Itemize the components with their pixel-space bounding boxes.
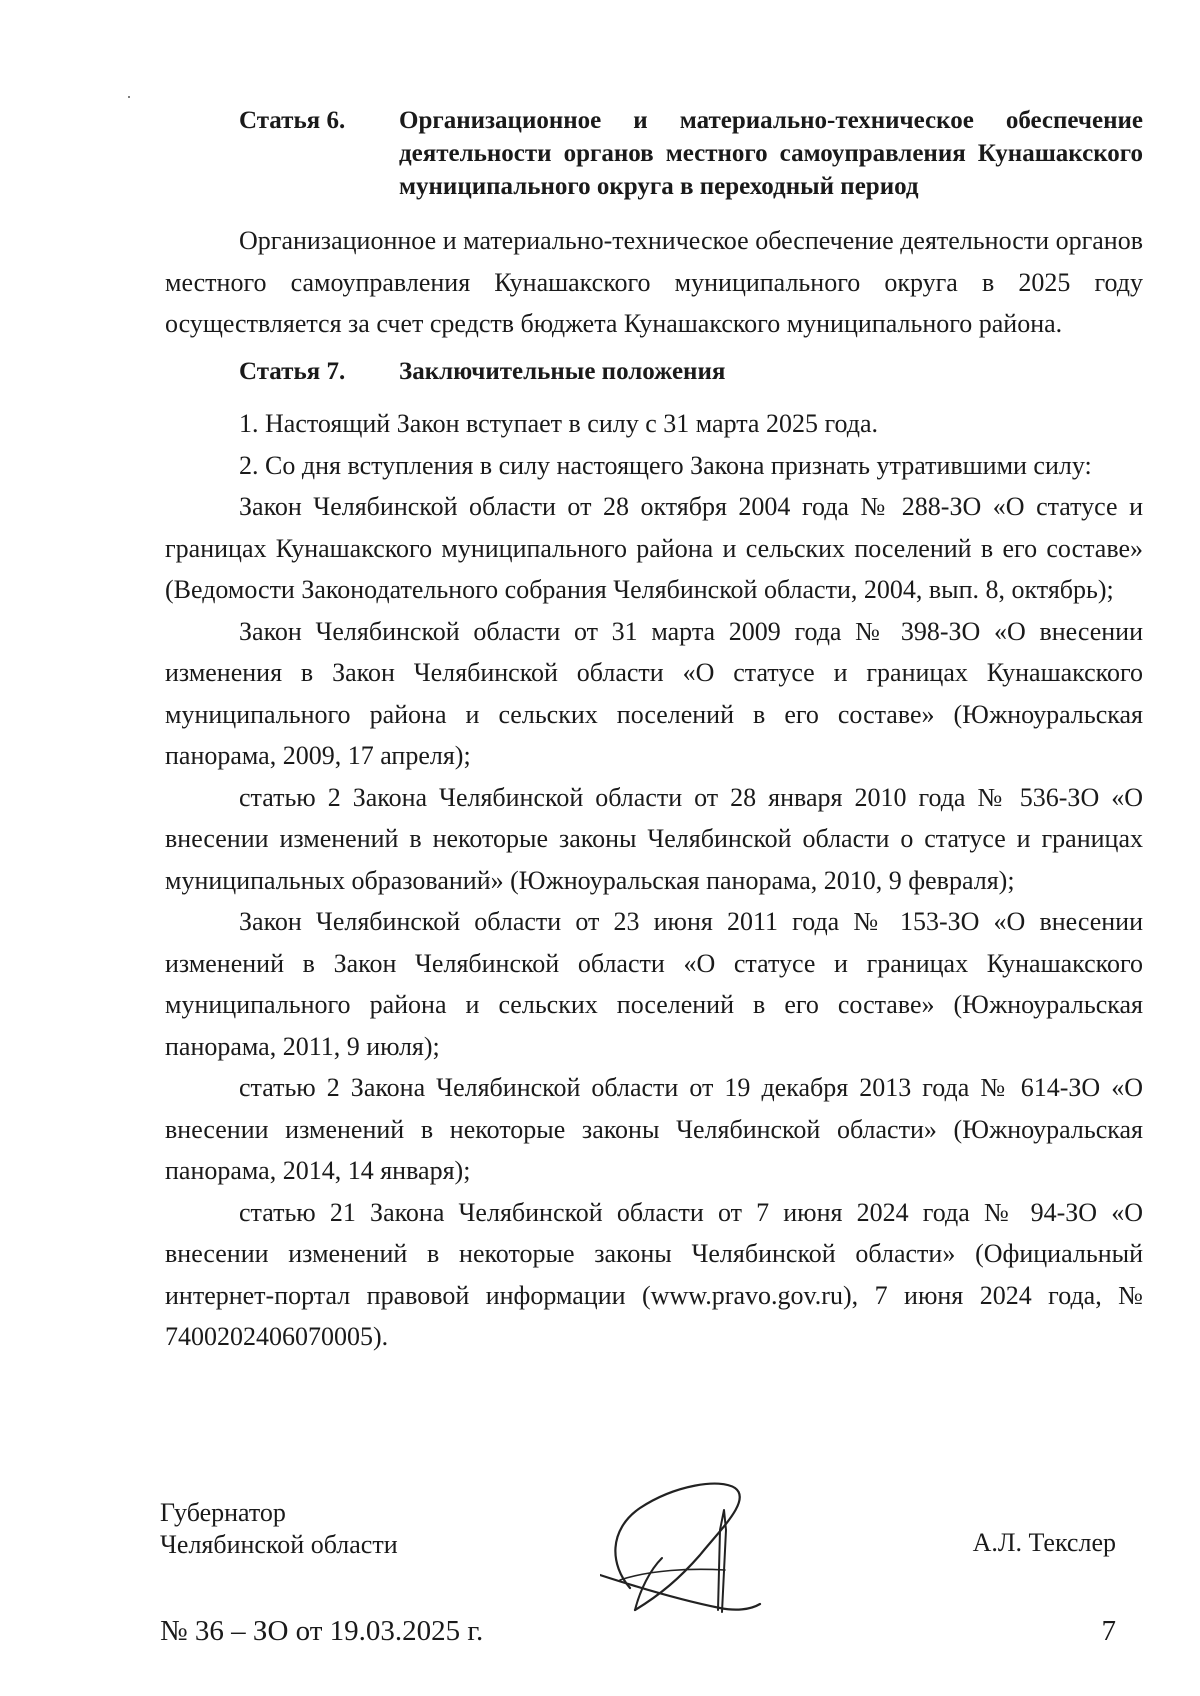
page-number: 7 bbox=[1101, 1615, 1116, 1647]
article-7-paragraph: Закон Челябинской области от 23 июня 2011 года № 153-ЗО «О внесении изменений в Закон Челябинской области «О статусе и границах Кунашакского муниципального района и сельских поселений в его составе» (Южноуральская панорама, 2011, 9 июля); bbox=[165, 907, 1143, 1061]
signatory-position-line: Челябинской области bbox=[160, 1530, 398, 1559]
signatory-position-line: Губернатор bbox=[160, 1498, 286, 1527]
article-6-heading bbox=[165, 104, 1143, 203]
handwritten-signature bbox=[600, 1470, 830, 1620]
signatory-name: А.Л. Текслер bbox=[972, 1528, 1116, 1557]
article-7-paragraph: 2. Со дня вступления в силу настоящего Закона признать утратившими силу: bbox=[239, 450, 1092, 480]
article-7-paragraph: Закон Челябинской области от 31 марта 2009 года № 398-ЗО «О внесении изменения в Закон Челябинской области «О статусе и границах Кунашакского муниципального района и сельских поселений в его составе» (Южноуральская панорама, 2009, 17 апреля); bbox=[165, 616, 1143, 770]
article-7-title: Заключительные положения bbox=[399, 358, 726, 385]
article-7-paragraph: статью 21 Закона Челябинской области от 7 июня 2024 года № 94-ЗО «О внесении изменений в некоторые законы Челябинской области» (Официальный интернет-портал правовой информации (www.pravo.gov.ru), 7 июня 2024 года, № 7400202406070005). bbox=[165, 1197, 1143, 1351]
article-7-paragraph: статью 2 Закона Челябинской области от 19 декабря 2013 года № 614-ЗО «О внесении изменений в некоторые законы Челябинской области» (Южноуральская панорама, 2014, 14 января); bbox=[165, 1073, 1143, 1185]
article-7-body bbox=[165, 403, 1143, 1358]
scan-speck bbox=[128, 96, 130, 98]
signatory-position bbox=[160, 1497, 398, 1561]
article-7-paragraph: Закон Челябинской области от 28 октября 2004 года № 288-ЗО «О статусе и границах Кунашакского муниципального района и сельских поселений в его составе» (Ведомости Законодательного собрания Челябинской области, 2004, вып. 8, октябрь); bbox=[165, 492, 1143, 604]
law-number: № 36 – ЗО от 19.03.2025 г. bbox=[160, 1615, 484, 1647]
article-6-paragraph: Организационное и материально-техническое обеспечение деятельности органов местного самоуправления Кунашакского муниципального округа в 2025 году осуществляется за счет средств бюджета Кунашакского муниципального района. bbox=[165, 226, 1143, 338]
article-7-heading bbox=[165, 355, 1143, 388]
article-7-paragraph: статью 2 Закона Челябинской области от 28 января 2010 года № 536-ЗО «О внесении изменений в некоторые законы Челябинской области о статусе и границах муниципальных образований» (Южноуральская панорама, 2010, 9 февраля); bbox=[165, 782, 1143, 895]
article-6-title: Организационное и материально-техническое обеспечение деятельности органов местного самоуправления Кунашакского муниципального округа в переходный период bbox=[399, 107, 1143, 200]
article-7-paragraph: 1. Настоящий Закон вступает в силу с 31 марта 2025 года. bbox=[239, 409, 878, 438]
article-7-number: Статья 7. bbox=[239, 358, 346, 385]
article-6-number: Статья 6. bbox=[239, 107, 346, 134]
article-6-body bbox=[165, 220, 1143, 345]
